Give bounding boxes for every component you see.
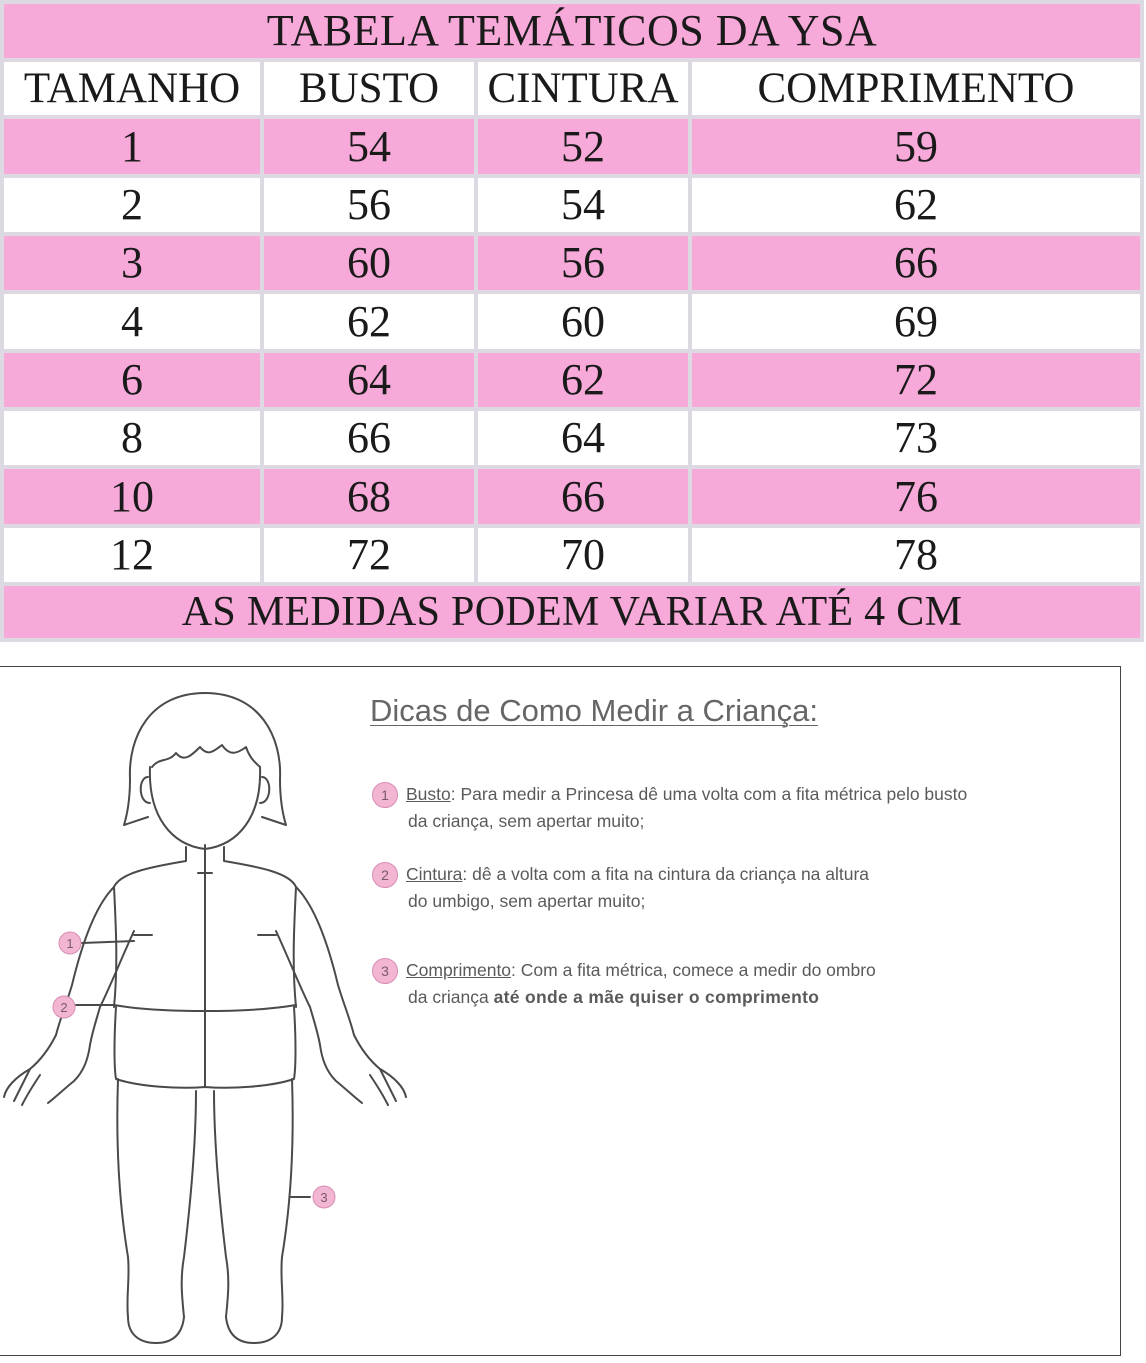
tip-comprimento	[372, 957, 876, 1011]
tip-number-badge: 1	[372, 782, 398, 808]
header-cintura: CINTURA	[478, 62, 688, 115]
cell-busto: 66	[264, 411, 474, 465]
cell-busto: 68	[264, 469, 474, 523]
child-figure-illustration	[0, 667, 420, 1355]
header-comprimento: COMPRIMENTO	[692, 62, 1140, 115]
svg-text:2: 2	[60, 1000, 68, 1015]
tip-number-badge: 2	[372, 862, 398, 888]
table-row	[4, 528, 1140, 582]
cell-cintura: 70	[478, 528, 688, 582]
table-footer-note: AS MEDIDAS PODEM VARIAR ATÉ 4 CM	[4, 586, 1140, 638]
cell-comprimento: 76	[692, 469, 1140, 523]
guide-title: Dicas de Como Medir a Criança:	[370, 693, 818, 728]
cell-busto: 64	[264, 353, 474, 407]
header-busto: BUSTO	[264, 62, 474, 115]
cell-cintura: 60	[478, 294, 688, 348]
svg-text:3: 3	[320, 1190, 328, 1205]
figure-marker-3	[313, 1186, 335, 1208]
table-row	[4, 411, 1140, 465]
cell-busto: 60	[264, 236, 474, 290]
cell-tamanho: 2	[4, 178, 260, 232]
cell-comprimento: 62	[692, 178, 1140, 232]
cell-comprimento: 78	[692, 528, 1140, 582]
cell-cintura: 56	[478, 236, 688, 290]
cell-tamanho: 3	[4, 236, 260, 290]
measuring-guide-panel	[0, 666, 1121, 1356]
cell-busto: 62	[264, 294, 474, 348]
table-row	[4, 469, 1140, 523]
cell-comprimento: 73	[692, 411, 1140, 465]
cell-busto: 54	[264, 119, 474, 173]
figure-marker-2	[53, 996, 75, 1018]
cell-tamanho: 6	[4, 353, 260, 407]
cell-busto: 72	[264, 528, 474, 582]
tip-cintura	[372, 861, 869, 915]
size-table	[0, 0, 1144, 642]
cell-tamanho: 10	[4, 469, 260, 523]
tip-number-badge: 3	[372, 958, 398, 984]
tip-term: Busto	[406, 784, 451, 804]
cell-tamanho: 4	[4, 294, 260, 348]
cell-busto: 56	[264, 178, 474, 232]
tip-busto	[372, 781, 967, 835]
table-row	[4, 119, 1140, 173]
cell-tamanho: 1	[4, 119, 260, 173]
tip-text: : Com a fita métrica, comece a medir do ombro	[511, 960, 876, 980]
cell-cintura: 64	[478, 411, 688, 465]
tip-text-continued: da criança, sem apertar muito;	[408, 811, 645, 832]
cell-comprimento: 69	[692, 294, 1140, 348]
tip-text-continued: do umbigo, sem apertar muito;	[408, 891, 646, 912]
cell-comprimento: 59	[692, 119, 1140, 173]
tip-text: : dê a volta com a fita na cintura da criança na altura	[462, 864, 870, 884]
cell-comprimento: 66	[692, 236, 1140, 290]
cell-cintura: 66	[478, 469, 688, 523]
table-row	[4, 178, 1140, 232]
cell-tamanho: 12	[4, 528, 260, 582]
cell-comprimento: 72	[692, 353, 1140, 407]
cell-cintura: 62	[478, 353, 688, 407]
tip-term: Cintura	[406, 864, 463, 884]
table-row	[4, 236, 1140, 290]
cell-cintura: 54	[478, 178, 688, 232]
cell-tamanho: 8	[4, 411, 260, 465]
table-row	[4, 353, 1140, 407]
tip-bold-text: até onde a mãe quiser o comprimento	[493, 987, 820, 1008]
tip-text: : Para medir a Princesa dê uma volta com a fita métrica pelo busto	[450, 784, 968, 804]
svg-text:1: 1	[66, 936, 74, 951]
cell-cintura: 52	[478, 119, 688, 173]
figure-marker-1	[59, 932, 81, 954]
table-title: TABELA TEMÁTICOS DA YSA	[4, 4, 1140, 58]
tip-text-continued: da criança	[408, 987, 489, 1008]
table-row	[4, 294, 1140, 348]
header-tamanho: TAMANHO	[4, 62, 260, 115]
tip-term: Comprimento	[406, 960, 512, 980]
